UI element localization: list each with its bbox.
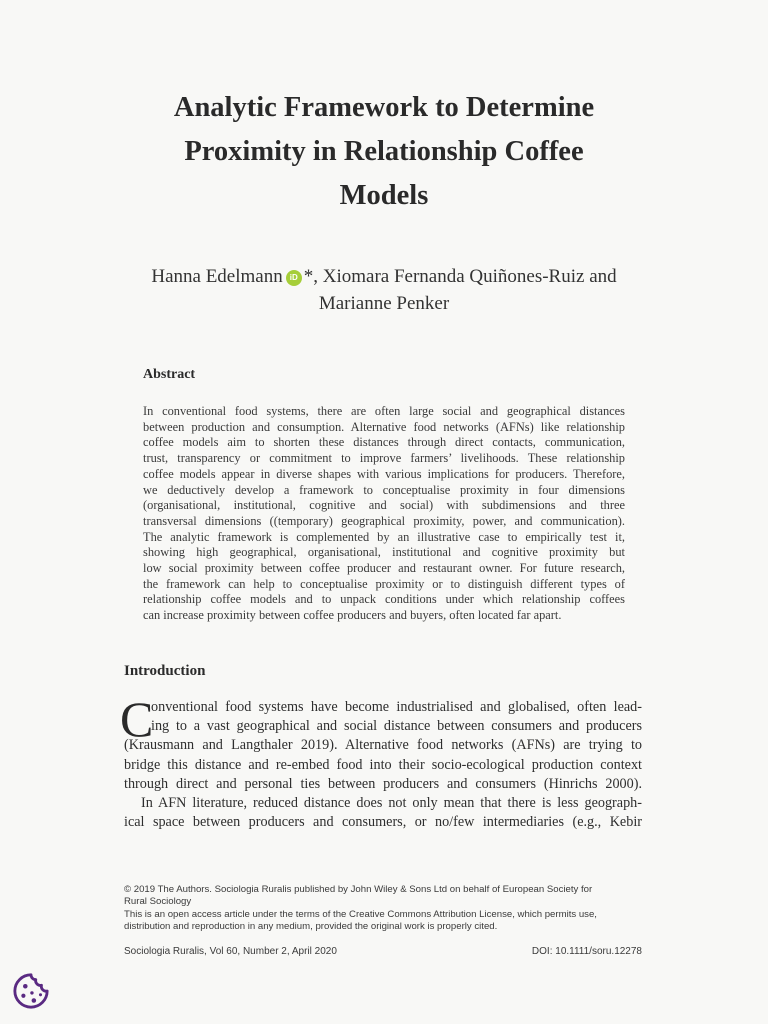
abstract-line: between production and consumption. Alternative food networks (AFNs) like relationship [143, 419, 625, 434]
journal-citation: Sociologia Ruralis, Vol 60, Number 2, April 2020 [124, 946, 337, 957]
title-line: Models [339, 180, 429, 211]
cookie-icon[interactable] [12, 972, 50, 1010]
introduction-heading: Introduction [124, 663, 206, 679]
abstract-line: the framework can help to conceptualise proximity or to distinguish different types of [143, 576, 625, 591]
drop-cap: C [120, 691, 154, 747]
copyright-line: © 2019 The Authors. Sociologia Ruralis published by John Wiley & Sons Ltd on behalf of European Society for [124, 884, 593, 895]
copyright-notice [124, 884, 642, 933]
intro-line: onventional food systems have become industrialised and globalised, often lead- [151, 699, 642, 715]
abstract-line: coffee models aim to shorten these distances through direct contacts, communication, [143, 435, 625, 450]
paper-title [110, 86, 658, 218]
abstract-heading: Abstract [143, 367, 196, 382]
abstract-line: (organisational, institutional, cognitive and social) with subdimensions and three [143, 498, 625, 513]
author-line [90, 263, 678, 290]
license-line: This is an open access article under the terms of the Creative Commons Attribution License, which permits use, [124, 908, 597, 920]
abstract-line: coffee models appear in diverse shapes with various implications for producers. Therefore, [143, 466, 625, 481]
introduction-body [124, 698, 642, 832]
author-line: Marianne Penker [318, 293, 450, 314]
intro-line: (Krausmann and Langthaler 2019). Alternative food networks (AFNs) are trying to [124, 737, 642, 754]
abstract-line: trust, transparency or commitment to improve farmers’ livelihoods. These relationship [143, 451, 625, 466]
title-line: Analytic Framework to Determine [173, 92, 595, 123]
abstract-line: can increase proximity between coffee producers and buyers, often located far apart. [143, 608, 562, 623]
abstract-line: we deductively develop a framework to conceptualise proximity in four dimensions [143, 482, 625, 497]
intro-line: In AFN literature, reduced distance does not only mean that there is less geograph- [141, 795, 642, 812]
abstract-line: transversal dimensions ((temporary) geographical proximity, power, and communication). [143, 513, 625, 528]
title-line: Proximity in Relationship Coffee [184, 136, 584, 167]
abstract-line: relationship coffee models and to unpack conditions under which relationship coffees [143, 592, 625, 607]
intro-line: ical space between producers and consumers, or no/few intermediaries (e.g., Kebir [124, 814, 642, 831]
abstract-body [143, 404, 625, 624]
abstract-line: The analytic framework is complemented by an illustrative case to empirically test it, [143, 529, 625, 544]
abstract-line: In conventional food systems, there are often large social and geographical distances [143, 404, 625, 418]
intro-line: through direct and personal ties between producers and consumers (Hinrichs 2000). [124, 775, 642, 792]
copyright-line: Rural Sociology [124, 896, 192, 908]
author-name: Hanna Edelmann [151, 266, 283, 287]
abstract-line: showing high geographical, organisational, institutional and cognitive proximity but [143, 545, 625, 560]
author-list [90, 263, 678, 317]
doi-link[interactable]: DOI: 10.1111/soru.12278 [531, 946, 642, 957]
intro-line: ing to a vast geographical and social distance between consumers and producers [151, 718, 642, 735]
license-line: distribution and reproduction in any medium, provided the original work is properly cited. [124, 920, 498, 932]
orcid-icon[interactable]: iD [286, 270, 302, 286]
author-names: *, Xiomara Fernanda Quiñones-Ruiz and [303, 266, 617, 287]
intro-line: bridge this distance and re-embed food into their socio-ecological production context [124, 756, 642, 773]
abstract-line: low social proximity between coffee producer and restaurant owner. For future research, [143, 561, 625, 576]
